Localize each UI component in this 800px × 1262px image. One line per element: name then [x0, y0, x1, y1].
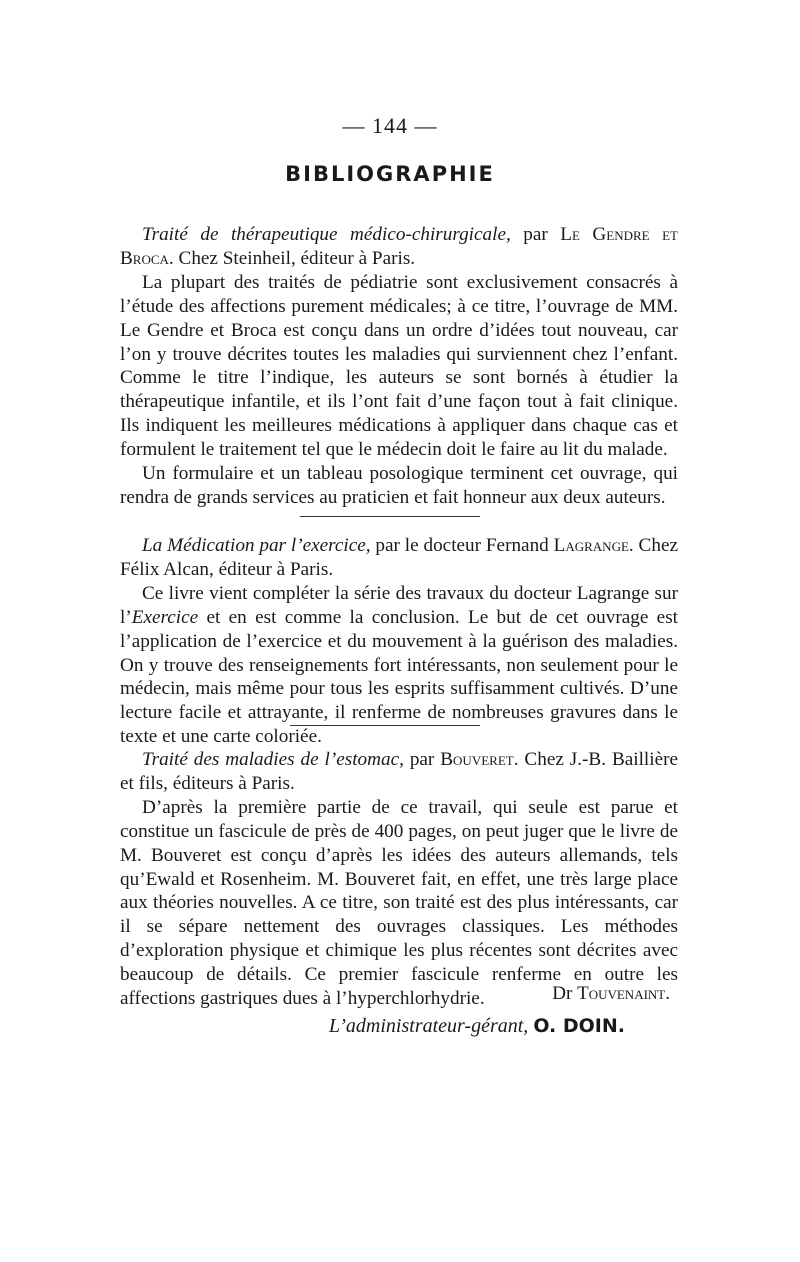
entry-3-title: Traité des maladies de l’estomac,	[142, 749, 404, 770]
signature-title: Dr	[552, 983, 578, 1004]
entry-1-title: Traité de thérapeutique médico-chirurgicale,	[142, 224, 511, 245]
signature-name: Touvenaint.	[577, 983, 670, 1004]
bibliography-entry-1	[120, 223, 678, 510]
page-title: BIBLIOGRAPHIE	[285, 162, 495, 186]
entry-2-par: par le docteur Fernand	[370, 535, 554, 556]
section-divider	[300, 516, 480, 517]
entry-3-paragraph-1: D’après la première partie de ce travail, qui seule est parue et constitue un fascicule de près de 400 pages, on peut juger que le livre de M. Bouveret est conçu d’après les idées des auteurs allemands, tels qu’Ewald et Rosenheim. M. Bouveret fait, en effet, une très large place aux théories nouvelles. A ce titre, son traité est des plus intéressants, car il se sépare nettement des ouvrages classiques. Les méthodes d’exploration physique et chimique les plus récentes sont décrites avec beaucoup de détails. Ce premier fascicule renferme en outre les affections gastriques dues à l’hyperchlorhydrie.	[120, 796, 678, 1010]
entry-3-citation	[120, 748, 678, 796]
entry-3-author: Bouveret	[440, 749, 514, 770]
section-divider	[290, 725, 480, 726]
entry-2-text-em: Exercice	[131, 606, 199, 628]
bibliography-entry-3	[120, 748, 678, 1011]
entry-2-citation	[120, 534, 678, 582]
entry-2-text-b: et en est comme la conclusion. Le but de cet ouvrage est l’application de l’exercice et du mouvement à la guérison des maladies. On y trouve des renseignements fort intéressants, non seulement pour le médecin, mais même pour tous les esprits suffisamment cultivés. D’une lecture facile et attrayante, il renferme de nombreuses gravures dans le texte et une carte coloriée.	[120, 606, 678, 748]
publisher-footer	[120, 1015, 625, 1038]
page-number: — 144 —	[342, 113, 438, 138]
entry-2-author: Lagrange	[553, 535, 629, 556]
entry-2-title: La Médication par l’exercice,	[142, 535, 371, 556]
footer-role: L’administrateur-gérant,	[328, 1015, 529, 1037]
entry-1-author: Le Gendre et Broca	[120, 224, 678, 269]
entry-1-par: par	[510, 224, 561, 245]
reviewer-signature	[120, 983, 670, 1005]
entry-1-paragraph-2: Un formulaire et un tableau posologique terminent cet ouvrage, qui rendra de grands services au praticien et fait honneur aux deux auteurs.	[120, 463, 678, 508]
footer-name: O. DOIN.	[533, 1015, 625, 1037]
entry-1-publisher: . Chez Steinheil, éditeur à Paris.	[168, 247, 416, 269]
bibliography-entry-2	[120, 534, 678, 749]
entry-1-paragraph-1: La plupart des traités de pédiatrie sont exclusivement consacrés à l’étude des affections purement médicales; à ce titre, l’ouvrage de MM. Le Gendre et Broca est conçu dans un ordre d’idées tout nouveau, car l’on y trouve décrites toutes les maladies qui surviennent chez l’enfant. Comme le titre l’indique, les auteurs se sont bornés à étudier la thérapeutique infantile, et ils l’ont fait d’une façon tout à fait clinique. Ils indiquent les meilleures médications à appliquer dans chaque cas et formulent le traitement tel que le médecin doit le faire au lit du malade.	[120, 271, 678, 461]
entry-2-text-a: Ce livre vient compléter la série des travaux du docteur Lagrange sur l’	[120, 582, 678, 628]
entry-3-publisher: . Chez J.-B. Baillière et fils, éditeurs à Paris.	[120, 749, 679, 794]
entry-1-citation	[120, 223, 678, 271]
entry-2-publisher: . Chez Félix Alcan, éditeur à Paris.	[120, 535, 678, 580]
entry-3-par: par	[403, 749, 441, 770]
